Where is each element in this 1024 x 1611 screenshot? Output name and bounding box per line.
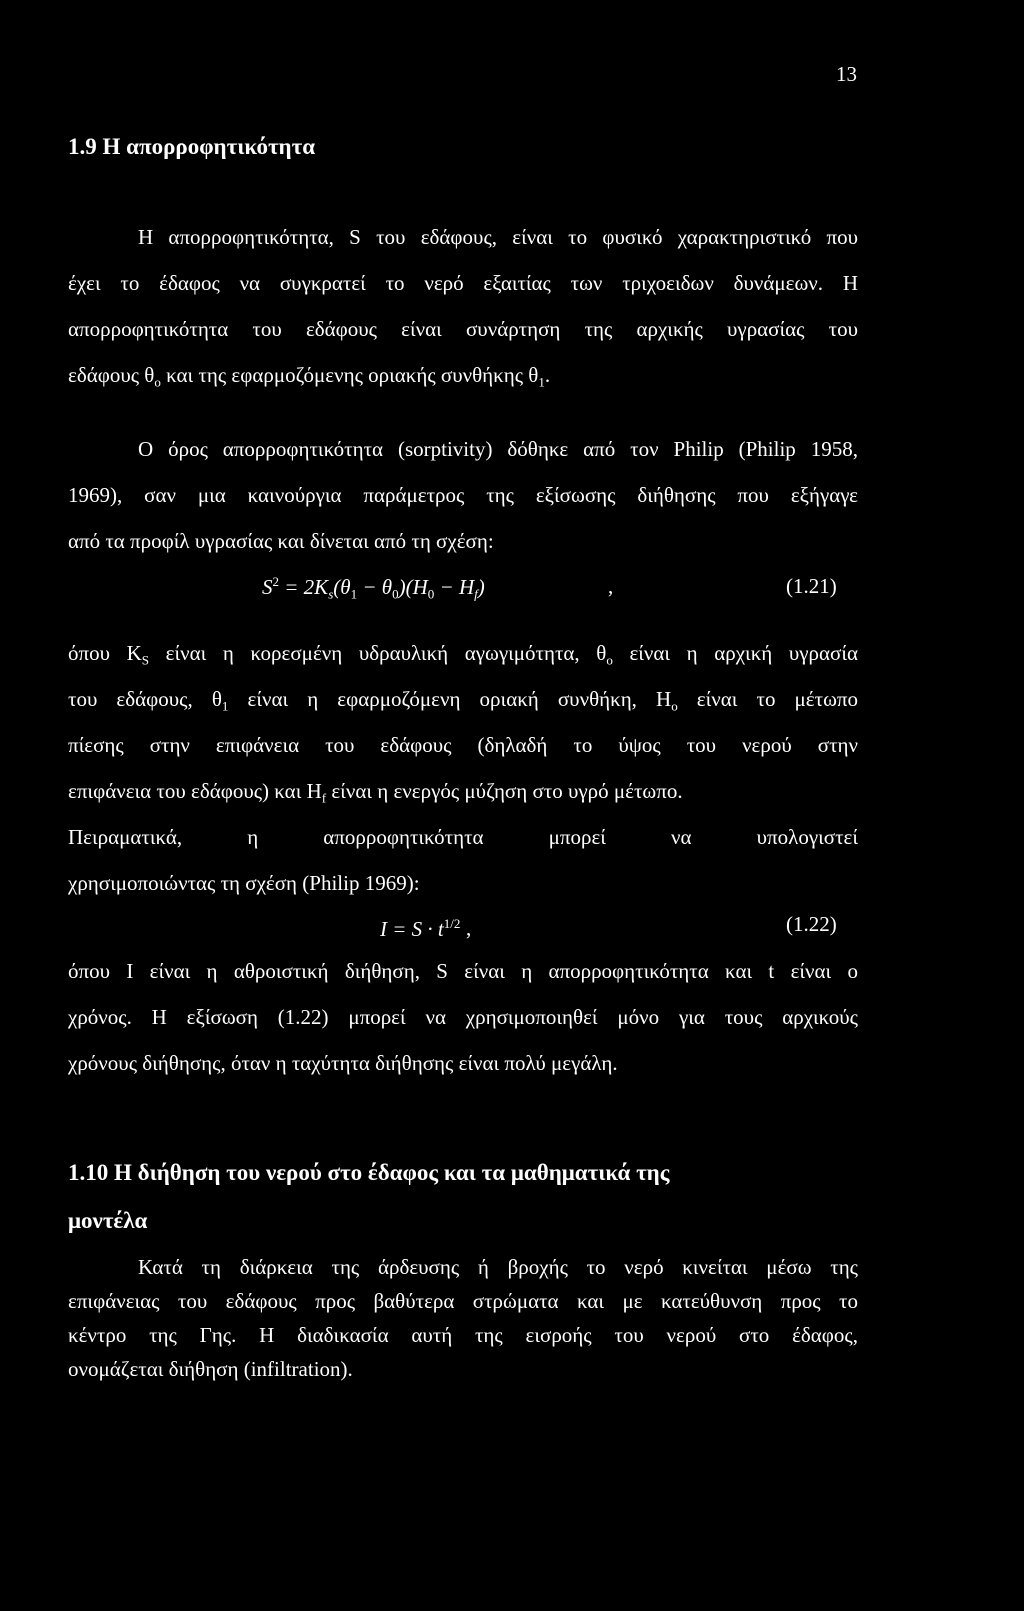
paragraph-line: 1969), σαν μια καινούργια παράμετρος της εξίσωσης διήθησης που εξήγαγε [68, 483, 858, 507]
page-number: 13 [836, 62, 857, 86]
equation-1-22: $I = S \cdot t^{1/2}$ [380, 916, 461, 941]
paragraph-line: ονομάζεται διήθηση (infiltration). [68, 1357, 353, 1381]
section-heading-1-10: 1.10 Η διήθηση του νερού στο έδαφος και τα μαθηματικά της [68, 1160, 670, 1185]
paragraph-line: Πειραματικά, η απορροφητικότητα μπορεί να υπολογιστεί [68, 825, 858, 849]
paragraph-line: απορροφητικότητα του εδάφους είναι συνάρτηση της αρχικής υγρασίας του [68, 317, 858, 341]
paragraph-line: Κατά τη διάρκεια της άρδευσης ή βροχής το νερό κινείται μέσω της [138, 1255, 858, 1279]
section-heading-1-10-cont: μοντέλα [68, 1208, 148, 1233]
paragraph-line: πίεσης στην επιφάνεια του εδάφους (δηλαδή το ύψος του νερού στην [68, 733, 858, 757]
section-heading-1-9: 1.9 Η απορροφητικότητα [68, 134, 316, 159]
paragraph-line: Ο όρος απορροφητικότητα (sorptivity) δόθηκε από τον Philip (Philip 1958, [138, 437, 858, 461]
paragraph-line: επιφάνεια του εδάφους) και $H_f$ είναι η ενεργός μύζηση στο υγρό μέτωπο. [68, 779, 683, 806]
paragraph-line: όπου I είναι η αθροιστική διήθηση, S είναι η απορροφητικότητα και t είναι ο [68, 959, 858, 983]
equation-number: (1.21) [786, 574, 837, 598]
paragraph-line: χρόνους διήθησης, όταν η ταχύτητα διήθησης είναι πολύ μεγάλη. [68, 1051, 618, 1075]
paragraph-line: του εδάφους, $\theta_1$ είναι η εφαρμοζόμενη οριακή συνθήκη, $H_o$ είναι το μέτωπο [68, 687, 858, 714]
paragraph-line: επιφάνειας του εδάφους προς βαθύτερα στρώματα και με κατεύθυνση προς το [68, 1289, 858, 1313]
paragraph-line: κέντρο της Γης. Η διαδικασία αυτή της εισροής του νερού στο έδαφος, [68, 1323, 858, 1347]
equation-number: (1.22) [786, 912, 837, 936]
paragraph-line: Η απορροφητικότητα, S του εδάφους, είναι το φυσικό χαρακτηριστικό που [138, 225, 858, 249]
paragraph-line: έχει το έδαφος να συγκρατεί το νερό εξαιτίας των τριχοειδων δυνάμεων. Η [68, 271, 858, 295]
paragraph-line: εδάφους $\theta_o$ και της εφαρμοζόμενης οριακής συνθήκης $\theta_1$. [68, 363, 551, 390]
paragraph-line: χρησιμοποιώντας τη σχέση (Philip 1969): [68, 871, 420, 895]
paragraph-line: χρόνος. Η εξίσωση (1.22) μπορεί να χρησιμοποιηθεί μόνο για τους αρχικούς [68, 1005, 858, 1029]
equation-1-21: $S^2 = 2K_s(\theta_1 - \theta_0)(H_0 - H_f)$ [262, 574, 485, 602]
paragraph-line: όπου $K_S$ είναι η κορεσμένη υδραυλική αγωγιμότητα, $\theta_o$ είναι η αρχική υγρασία [68, 641, 859, 668]
equation-comma: , [466, 916, 472, 940]
paragraph-line: από τα προφίλ υγρασίας και δίνεται από τη σχέση: [68, 529, 494, 553]
equation-comma: , [608, 574, 614, 598]
